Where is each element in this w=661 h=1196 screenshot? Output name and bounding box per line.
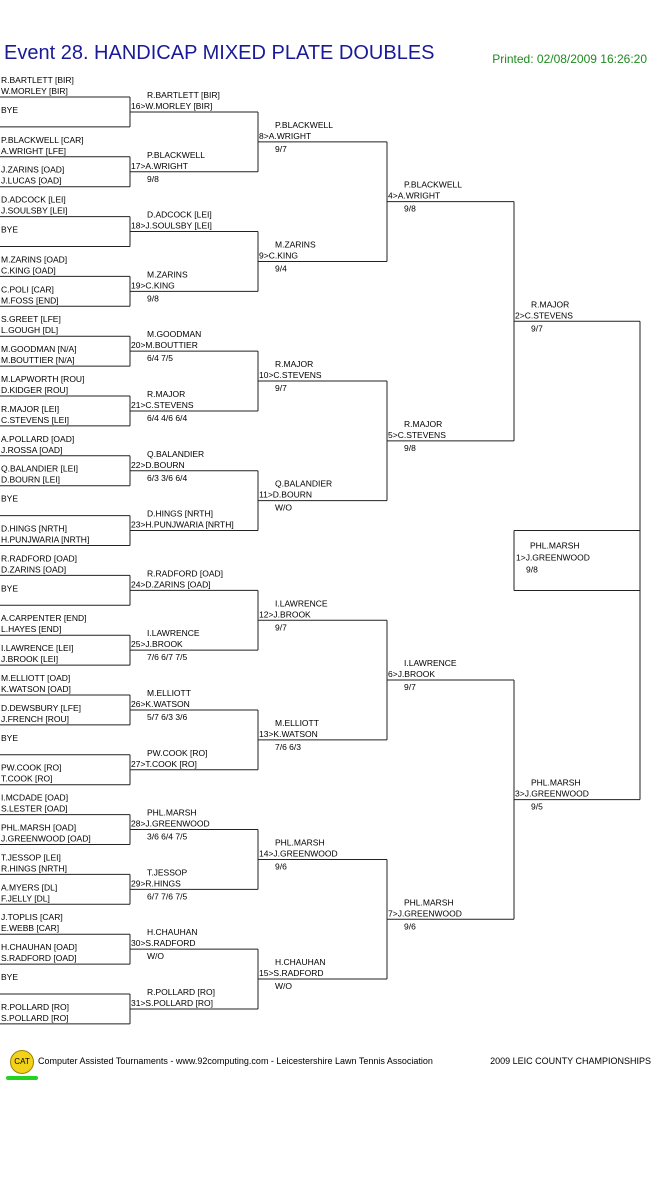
match-winner-partner: 9>C.KING [259, 250, 298, 261]
footer [0, 1050, 661, 1090]
entry-partner: L.HAYES [END] [1, 624, 62, 635]
entry-partner: M.FOSS [END] [1, 295, 59, 306]
match-score: 9/8 [404, 203, 416, 214]
match-winner-name: M.GOODMAN [147, 329, 202, 340]
entry-partner: M.BOUTTIER [N/A] [1, 355, 75, 366]
match-winner-name: M.ELLIOTT [275, 717, 319, 728]
match-score: 9/7 [275, 622, 287, 633]
match-score: 9/7 [275, 383, 287, 394]
match-winner-partner: 16>W.MORLEY [BIR] [131, 100, 213, 111]
entry-name: J.TOPLIS [CAR] [1, 912, 63, 923]
entry-name: BYE [1, 972, 19, 982]
entry-partner: J.SOULSBY [LEI] [1, 205, 68, 216]
entry-partner: S.POLLARD [RO] [1, 1012, 69, 1023]
entry-name: BYE [1, 583, 19, 594]
entry-name: T.JESSOP [LEI] [1, 852, 61, 863]
match-winner-name: PHL.MARSH [147, 807, 197, 818]
entry-name: R.RADFORD [OAD] [1, 553, 78, 564]
page-title: Event 28. HANDICAP MIXED PLATE DOUBLES [4, 42, 435, 64]
match-winner-name: D.HINGS [NRTH] [147, 508, 213, 519]
match-winner-name: I.LAWRENCE [404, 658, 457, 669]
entry-name: A.POLLARD [OAD] [1, 433, 75, 444]
match-score: 9/7 [275, 143, 287, 154]
entry-name: P.BLACKWELL [CAR] [1, 134, 84, 145]
match-winner-name: M.ZARINS [147, 269, 188, 280]
entry-name: PW.COOK [RO] [1, 762, 62, 773]
match-winner-partner: 25>J.BROOK [131, 639, 183, 650]
match-winner-partner: 6>J.BROOK [388, 669, 436, 680]
footer-credit: Computer Assisted Tournaments - www.92computing.com - Leicestershire Lawn Tennis Association [38, 1056, 433, 1066]
champion-name: PHL.MARSH [530, 540, 580, 551]
entry-name: C.POLI [CAR] [1, 284, 54, 295]
match-score: 9/6 [275, 861, 287, 872]
entry-partner: D.KIDGER [ROU] [1, 385, 69, 395]
match-winner-name: M.ZARINS [275, 239, 316, 250]
entry-partner: A.WRIGHT [LFE] [1, 145, 67, 156]
match-winner-name: R.POLLARD [RO] [147, 986, 216, 997]
entry-partner: D.BOURN [LEI] [1, 474, 61, 485]
match-winner-partner: 12>J.BROOK [259, 609, 311, 620]
match-score: 9/8 [404, 442, 416, 453]
entry-name: I.MCDADE [OAD] [1, 792, 69, 803]
match-winner-name: R.MAJOR [531, 299, 570, 310]
match-winner-name: P.BLACKWELL [147, 149, 205, 160]
entry-partner: R.HINGS [NRTH] [1, 863, 67, 874]
entry-name: M.LAPWORTH [ROU] [1, 374, 85, 384]
match-winner-name: I.LAWRENCE [275, 598, 328, 609]
match-winner-partner: 11>D.BOURN [259, 489, 312, 500]
entry-partner: J.LUCAS [OAD] [1, 175, 62, 186]
entry-partner: C.KING [OAD] [1, 265, 56, 276]
match-winner-name: H.CHAUHAN [275, 957, 326, 968]
match-winner-name: R.MAJOR [147, 388, 186, 399]
entry-partner: J.FRENCH [ROU] [1, 713, 69, 724]
entry-partner: H.PUNJWARIA [NRTH] [1, 534, 90, 545]
match-score: 6/7 7/6 7/5 [147, 891, 188, 902]
match-winner-name: R.RADFORD [OAD] [147, 568, 224, 579]
match-winner-name: R.BARTLETT [BIR] [147, 89, 220, 100]
match-winner-name: H.CHAUHAN [147, 927, 198, 938]
entry-partner: W.MORLEY [BIR] [1, 86, 68, 96]
match-winner-name: I.LAWRENCE [147, 628, 200, 639]
entry-name: R.MAJOR [LEI] [1, 403, 60, 414]
match-winner-partner: 5>C.STEVENS [388, 429, 446, 440]
entry-name: R.BARTLETT [BIR] [1, 75, 74, 85]
match-winner-name: Q.BALANDIER [147, 448, 205, 459]
match-winner-partner: 26>K.WATSON [131, 698, 190, 709]
entry-partner: S.RADFORD [OAD] [1, 953, 77, 964]
match-winner-name: P.BLACKWELL [404, 179, 462, 190]
match-winner-partner: 20>M.BOUTTIER [131, 340, 198, 351]
match-winner-partner: 23>H.PUNJWARIA [NRTH] [131, 519, 234, 530]
match-winner-partner: 30>S.RADFORD [131, 938, 196, 949]
match-winner-partner: 31>S.POLLARD [RO] [131, 997, 213, 1008]
entry-name: A.MYERS [DL] [1, 882, 58, 893]
entry-name: D.DEWSBURY [LFE] [1, 702, 81, 713]
entry-name: BYE [1, 104, 19, 115]
entry-partner: C.STEVENS [LEI] [1, 414, 70, 425]
entry-partner: K.WATSON [OAD] [1, 684, 71, 694]
match-winner-partner: 29>R.HINGS [131, 878, 181, 889]
match-winner-name: PHL.MARSH [404, 897, 454, 908]
champion-partner: 1>J.GREENWOOD [516, 552, 590, 563]
match-winner-name: D.ADCOCK [LEI] [147, 209, 212, 220]
entry-name: BYE [1, 224, 19, 235]
match-winner-partner: 22>D.BOURN [131, 459, 185, 470]
entry-name: PHL.MARSH [OAD] [1, 822, 77, 833]
entry-name: BYE [1, 732, 19, 743]
entry-name: BYE [1, 493, 19, 504]
match-score: 9/5 [531, 801, 543, 812]
match-winner-partner: 27>T.COOK [RO] [131, 758, 197, 769]
entry-partner: J.BROOK [LEI] [1, 654, 59, 665]
entry-partner: J.GREENWOOD [OAD] [1, 833, 91, 844]
match-winner-name: PHL.MARSH [275, 837, 325, 848]
cat-logo-icon: CAT [10, 1050, 34, 1074]
entry-partner: J.ROSSA [OAD] [1, 444, 63, 455]
entry-name: M.GOODMAN [N/A] [1, 344, 77, 355]
entry-name: A.CARPENTER [END] [1, 613, 87, 624]
match-score: 9/4 [275, 263, 287, 274]
match-score: 6/4 4/6 6/4 [147, 412, 188, 423]
match-score: 9/8 [147, 293, 159, 304]
match-score: 3/6 6/4 7/5 [147, 831, 188, 842]
match-score: 9/8 [147, 173, 159, 184]
entry-name: H.CHAUHAN [OAD] [1, 942, 78, 953]
match-score: 5/7 6/3 3/6 [147, 711, 188, 722]
match-score: W/O [275, 502, 292, 513]
entry-partner: L.GOUGH [DL] [1, 325, 59, 336]
match-winner-name: PW.COOK [RO] [147, 747, 208, 758]
match-winner-partner: 21>C.STEVENS [131, 399, 194, 410]
match-winner-partner: 8>A.WRIGHT [259, 130, 312, 141]
match-score: 6/4 7/5 [147, 353, 173, 364]
match-winner-partner: 24>D.ZARINS [OAD] [131, 579, 211, 590]
match-winner-name: R.MAJOR [404, 418, 443, 429]
entry-partner: T.COOK [RO] [1, 773, 53, 784]
entry-name: J.ZARINS [OAD] [1, 164, 65, 175]
match-score: 9/7 [404, 682, 416, 693]
printed-timestamp: Printed: 02/08/2009 16:26:20 [492, 52, 647, 66]
match-winner-partner: 18>J.SOULSBY [LEI] [131, 220, 212, 231]
match-winner-partner: 7>J.GREENWOOD [388, 908, 462, 919]
entry-name: R.POLLARD [RO] [1, 1001, 70, 1012]
match-winner-partner: 17>A.WRIGHT [131, 160, 188, 171]
entry-name: M.ELLIOTT [OAD] [1, 673, 71, 683]
match-score: 9/7 [531, 323, 543, 334]
match-winner-partner: 14>J.GREENWOOD [259, 848, 338, 859]
entry-partner: D.ZARINS [OAD] [1, 564, 67, 575]
match-winner-name: T.JESSOP [147, 867, 188, 878]
entry-partner: E.WEBB [CAR] [1, 923, 60, 934]
match-score: 7/6 6/3 [275, 741, 301, 752]
match-winner-partner: 28>J.GREENWOOD [131, 818, 210, 829]
entry-name: Q.BALANDIER [LEI] [1, 463, 78, 474]
match-score: 7/6 6/7 7/5 [147, 652, 188, 663]
entry-name: S.GREET [LFE] [1, 314, 61, 325]
entry-name: D.HINGS [NRTH] [1, 523, 67, 534]
match-winner-name: P.BLACKWELL [275, 119, 333, 130]
footer-championship: 2009 LEIC COUNTY CHAMPIONSHIPS [490, 1056, 651, 1066]
match-winner-partner: 4>A.WRIGHT [388, 190, 441, 201]
entry-partner: F.JELLY [DL] [1, 893, 50, 904]
logo-underline [6, 1076, 38, 1080]
match-winner-name: Q.BALANDIER [275, 478, 333, 489]
match-winner-partner: 15>S.RADFORD [259, 968, 324, 979]
champion-score: 9/8 [526, 564, 538, 575]
match-winner-partner: 19>C.KING [131, 280, 175, 291]
match-winner-partner: 3>J.GREENWOOD [515, 788, 589, 799]
match-winner-name: M.ELLIOTT [147, 687, 191, 698]
match-winner-partner: 2>C.STEVENS [515, 310, 573, 321]
match-winner-partner: 10>C.STEVENS [259, 370, 322, 381]
match-winner-name: R.MAJOR [275, 359, 314, 370]
entry-name: M.ZARINS [OAD] [1, 254, 68, 265]
entry-name: D.ADCOCK [LEI] [1, 194, 66, 205]
entry-name: I.LAWRENCE [LEI] [1, 643, 74, 654]
entry-partner: S.LESTER [OAD] [1, 803, 68, 814]
match-score: 6/3 3/6 6/4 [147, 472, 188, 483]
match-score: W/O [275, 981, 292, 992]
match-score: W/O [147, 951, 164, 962]
match-score: 9/6 [404, 921, 416, 932]
match-winner-partner: 13>K.WATSON [259, 728, 318, 739]
match-winner-name: PHL.MARSH [531, 777, 581, 788]
